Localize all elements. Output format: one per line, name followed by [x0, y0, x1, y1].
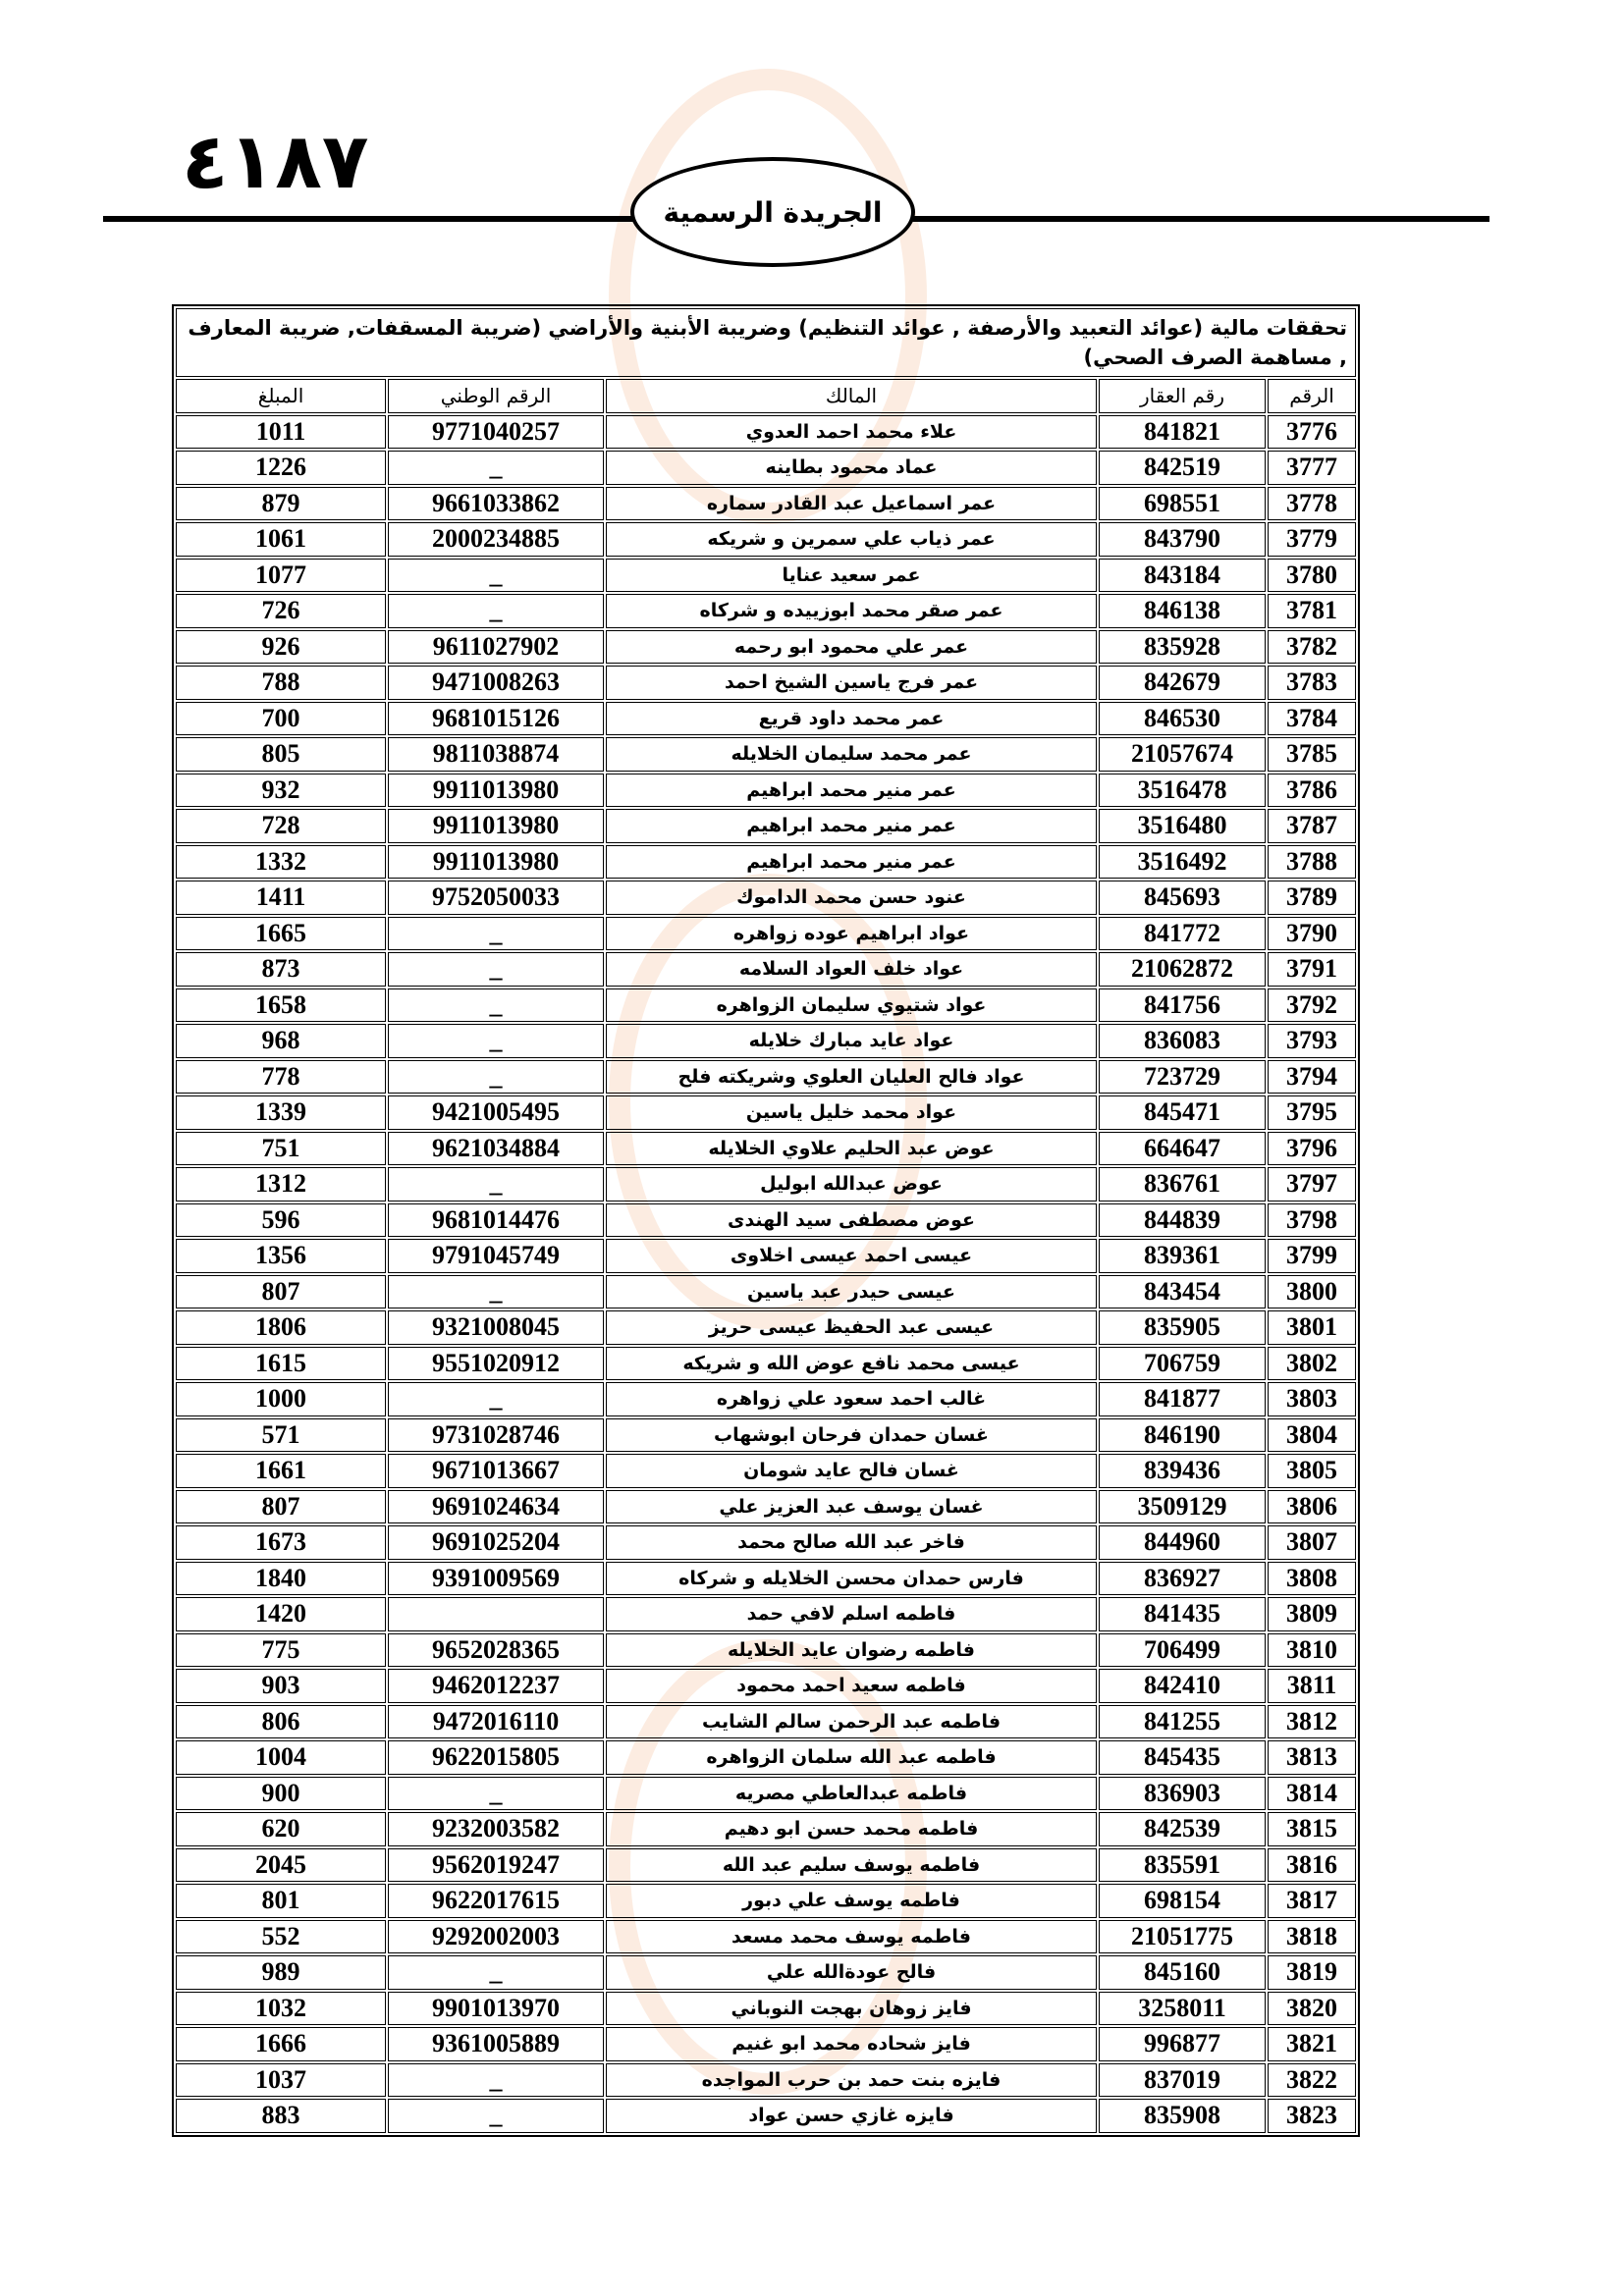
cell-owner: عواد فالح العليان العلوي وشريكته فلح	[606, 1060, 1097, 1095]
cell-row-number: 3784	[1268, 702, 1356, 736]
cell-amount: 1420	[176, 1597, 386, 1631]
cell-national-id: 9391009569	[388, 1562, 604, 1596]
cell-row-number: 3810	[1268, 1633, 1356, 1668]
cell-amount: 807	[176, 1490, 386, 1524]
cell-row-number: 3791	[1268, 952, 1356, 987]
cell-row-number: 3790	[1268, 917, 1356, 951]
cell-national-id: 9622015805	[388, 1740, 604, 1775]
cell-national-id: _	[388, 917, 604, 951]
table-row	[176, 952, 1356, 987]
cell-national-id: _	[388, 988, 604, 1023]
cell-row-number: 3788	[1268, 845, 1356, 880]
cell-property-number: 843184	[1099, 559, 1266, 593]
cell-row-number: 3780	[1268, 559, 1356, 593]
cell-amount: 1061	[176, 522, 386, 557]
cell-national-id: 9911013980	[388, 845, 604, 880]
cell-property-number: 706759	[1099, 1347, 1266, 1381]
cell-owner: عمر محمد داود قريع	[606, 702, 1097, 736]
cell-row-number: 3795	[1268, 1095, 1356, 1130]
cell-property-number: 836761	[1099, 1167, 1266, 1201]
cell-national-id: 9321008045	[388, 1310, 604, 1345]
cell-owner: عمر منير محمد ابراهيم	[606, 774, 1097, 808]
cell-amount: 596	[176, 1203, 386, 1238]
table-row	[176, 1955, 1356, 1990]
cell-national-id: _	[388, 1777, 604, 1811]
cell-row-number: 3811	[1268, 1669, 1356, 1703]
cell-amount: 806	[176, 1705, 386, 1739]
cell-national-id: _	[388, 451, 604, 485]
cell-property-number: 836083	[1099, 1024, 1266, 1058]
cell-property-number: 845160	[1099, 1955, 1266, 1990]
cell-amount: 1011	[176, 415, 386, 450]
table-row	[176, 737, 1356, 772]
cell-amount: 1226	[176, 451, 386, 485]
cell-amount: 989	[176, 1955, 386, 1990]
cell-property-number: 835905	[1099, 1310, 1266, 1345]
cell-property-number: 3509129	[1099, 1490, 1266, 1524]
cell-row-number: 3793	[1268, 1024, 1356, 1058]
cell-owner: عمر منير محمد ابراهيم	[606, 845, 1097, 880]
table-row	[176, 1777, 1356, 1811]
cell-amount: 1032	[176, 1992, 386, 2026]
cell-owner: فاخر عبد الله صالح محمد	[606, 1525, 1097, 1560]
cell-amount: 1339	[176, 1095, 386, 1130]
table-row	[176, 845, 1356, 880]
cell-row-number: 3789	[1268, 881, 1356, 915]
cell-national-id: _	[388, 559, 604, 593]
column-header-owner: المالك	[606, 379, 1097, 413]
cell-property-number: 842410	[1099, 1669, 1266, 1703]
column-header-national-id: الرقم الوطني	[388, 379, 604, 413]
cell-owner: عواد عايد مبارك خلايله	[606, 1024, 1097, 1058]
cell-owner: فاطمه سعيد احمد محمود	[606, 1669, 1097, 1703]
cell-amount: 932	[176, 774, 386, 808]
cell-owner: عوض عبد الحليم علاوي الخلايله	[606, 1132, 1097, 1166]
table-row	[176, 1024, 1356, 1058]
cell-national-id: 9731028746	[388, 1418, 604, 1453]
table-row	[176, 1490, 1356, 1524]
cell-amount: 926	[176, 630, 386, 665]
cell-property-number: 841877	[1099, 1382, 1266, 1416]
cell-owner: عمر اسماعيل عبد القادر سماره	[606, 487, 1097, 521]
cell-national-id: _	[388, 1060, 604, 1095]
cell-national-id: _	[388, 594, 604, 628]
cell-row-number: 3803	[1268, 1382, 1356, 1416]
table-row	[176, 1310, 1356, 1345]
cell-property-number: 841756	[1099, 988, 1266, 1023]
cell-owner: عمر منير محمد ابراهيم	[606, 809, 1097, 843]
cell-national-id: _	[388, 1955, 604, 1990]
table-row	[176, 1525, 1356, 1560]
cell-row-number: 3801	[1268, 1310, 1356, 1345]
cell-property-number: 842519	[1099, 451, 1266, 485]
cell-row-number: 3821	[1268, 2027, 1356, 2061]
cell-owner: فايزه بنت حمد بن حرب المواجده	[606, 2063, 1097, 2098]
cell-national-id: 9752050033	[388, 881, 604, 915]
table-row	[176, 1669, 1356, 1703]
cell-amount: 807	[176, 1275, 386, 1309]
table-row	[176, 666, 1356, 700]
cell-national-id: 9562019247	[388, 1848, 604, 1883]
cell-property-number: 846190	[1099, 1418, 1266, 1453]
cell-property-number: 845435	[1099, 1740, 1266, 1775]
table-row	[176, 1275, 1356, 1309]
cell-property-number: 843790	[1099, 522, 1266, 557]
table-row	[176, 1167, 1356, 1201]
cell-amount: 1673	[176, 1525, 386, 1560]
cell-owner: عمر سعيد عنايا	[606, 559, 1097, 593]
table-row	[176, 1347, 1356, 1381]
cell-amount: 968	[176, 1024, 386, 1058]
cell-national-id: 9681014476	[388, 1203, 604, 1238]
cell-property-number: 706499	[1099, 1633, 1266, 1668]
cell-row-number: 3797	[1268, 1167, 1356, 1201]
cell-national-id: 9232003582	[388, 1812, 604, 1846]
table-row	[176, 2027, 1356, 2061]
cell-property-number: 835908	[1099, 2099, 1266, 2133]
column-headers	[176, 379, 1356, 413]
cell-national-id: 9292002003	[388, 1920, 604, 1954]
cell-property-number: 839361	[1099, 1239, 1266, 1273]
cell-national-id: 9911013980	[388, 809, 604, 843]
cell-amount: 879	[176, 487, 386, 521]
cell-row-number: 3778	[1268, 487, 1356, 521]
cell-row-number: 3814	[1268, 1777, 1356, 1811]
cell-property-number: 839436	[1099, 1454, 1266, 1488]
cell-property-number: 698154	[1099, 1884, 1266, 1918]
cell-amount: 805	[176, 737, 386, 772]
table-row	[176, 809, 1356, 843]
table-row	[176, 917, 1356, 951]
cell-national-id: 9911013980	[388, 774, 604, 808]
table-row	[176, 451, 1356, 485]
table-row	[176, 774, 1356, 808]
cell-property-number: 841435	[1099, 1597, 1266, 1631]
cell-amount: 1356	[176, 1239, 386, 1273]
cell-row-number: 3799	[1268, 1239, 1356, 1273]
cell-owner: فالح عودةالله علي	[606, 1955, 1097, 1990]
cell-row-number: 3783	[1268, 666, 1356, 700]
cell-amount: 801	[176, 1884, 386, 1918]
cell-row-number: 3815	[1268, 1812, 1356, 1846]
cell-row-number: 3812	[1268, 1705, 1356, 1739]
cell-row-number: 3808	[1268, 1562, 1356, 1596]
table-row	[176, 1597, 1356, 1631]
cell-national-id: 9691025204	[388, 1525, 604, 1560]
cell-owner: عمر محمد سليمان الخلايله	[606, 737, 1097, 772]
cell-owner: عنود حسن محمد الداموك	[606, 881, 1097, 915]
cell-row-number: 3792	[1268, 988, 1356, 1023]
cell-property-number: 836903	[1099, 1777, 1266, 1811]
cell-property-number: 841772	[1099, 917, 1266, 951]
table-row	[176, 559, 1356, 593]
cell-property-number: 836927	[1099, 1562, 1266, 1596]
cell-property-number: 846530	[1099, 702, 1266, 736]
table-row	[176, 1454, 1356, 1488]
journal-title: الجريدة الرسمية	[630, 157, 915, 267]
cell-property-number: 835928	[1099, 630, 1266, 665]
cell-row-number: 3813	[1268, 1740, 1356, 1775]
cell-property-number: 845693	[1099, 881, 1266, 915]
cell-owner: عمر فرج ياسين الشيخ احمد	[606, 666, 1097, 700]
financial-claims-table	[172, 304, 1360, 2137]
cell-owner: فاطمه عبد الرحمن سالم الشايب	[606, 1705, 1097, 1739]
cell-national-id: _	[388, 2099, 604, 2133]
cell-property-number: 3258011	[1099, 1992, 1266, 2026]
cell-amount: 1806	[176, 1310, 386, 1345]
cell-owner: علاء محمد احمد العدوي	[606, 415, 1097, 450]
table-row	[176, 1705, 1356, 1739]
table-row	[176, 1382, 1356, 1416]
cell-amount: 1004	[176, 1740, 386, 1775]
cell-national-id: 2000234885	[388, 522, 604, 557]
cell-national-id: 9472016110	[388, 1705, 604, 1739]
cell-amount: 1665	[176, 917, 386, 951]
cell-amount: 873	[176, 952, 386, 987]
cell-amount: 1840	[176, 1562, 386, 1596]
cell-row-number: 3820	[1268, 1992, 1356, 2026]
cell-owner: فايز شحاده محمد ابو غنيم	[606, 2027, 1097, 2061]
cell-owner: عيسى احمد عيسى اخلاوى	[606, 1239, 1097, 1273]
cell-property-number: 21057674	[1099, 737, 1266, 772]
cell-property-number: 996877	[1099, 2027, 1266, 2061]
cell-amount: 788	[176, 666, 386, 700]
cell-row-number: 3819	[1268, 1955, 1356, 1990]
cell-property-number: 698551	[1099, 487, 1266, 521]
cell-amount: 728	[176, 809, 386, 843]
table-row	[176, 1848, 1356, 1883]
cell-amount: 2045	[176, 1848, 386, 1883]
column-header-row-number: الرقم	[1268, 379, 1356, 413]
cell-amount: 1661	[176, 1454, 386, 1488]
cell-row-number: 3798	[1268, 1203, 1356, 1238]
cell-row-number: 3781	[1268, 594, 1356, 628]
cell-national-id: 9622017615	[388, 1884, 604, 1918]
table-row	[176, 1884, 1356, 1918]
cell-national-id: _	[388, 1382, 604, 1416]
cell-row-number: 3822	[1268, 2063, 1356, 2098]
cell-owner: عيسى حيدر عبد ياسين	[606, 1275, 1097, 1309]
cell-owner: فاطمه محمد حسن ابو دهيم	[606, 1812, 1097, 1846]
cell-owner: فايز زوهان بهجت النوباني	[606, 1992, 1097, 2026]
table-row	[176, 1418, 1356, 1453]
cell-amount: 1666	[176, 2027, 386, 2061]
cell-national-id: 9811038874	[388, 737, 604, 772]
cell-row-number: 3804	[1268, 1418, 1356, 1453]
cell-national-id: 9681015126	[388, 702, 604, 736]
cell-amount: 726	[176, 594, 386, 628]
cell-row-number: 3794	[1268, 1060, 1356, 1095]
cell-property-number: 21051775	[1099, 1920, 1266, 1954]
cell-owner: عوض مصطفى سيد الهندى	[606, 1203, 1097, 1238]
table-row	[176, 522, 1356, 557]
cell-owner: عواد خلف العواد السلامه	[606, 952, 1097, 987]
cell-national-id: 9421005495	[388, 1095, 604, 1130]
page-number: ٤١٨٧	[182, 118, 369, 206]
cell-property-number: 3516492	[1099, 845, 1266, 880]
cell-row-number: 3807	[1268, 1525, 1356, 1560]
table-row	[176, 1633, 1356, 1668]
cell-national-id: 9661033862	[388, 487, 604, 521]
cell-amount: 552	[176, 1920, 386, 1954]
cell-national-id: _	[388, 952, 604, 987]
cell-row-number: 3802	[1268, 1347, 1356, 1381]
cell-owner: عيسى محمد نافع عوض الله و شريكه	[606, 1347, 1097, 1381]
cell-row-number: 3776	[1268, 415, 1356, 450]
cell-property-number: 3516478	[1099, 774, 1266, 808]
table-row	[176, 1992, 1356, 2026]
cell-property-number: 664647	[1099, 1132, 1266, 1166]
table-row	[176, 1132, 1356, 1166]
cell-amount: 1037	[176, 2063, 386, 2098]
cell-owner: عواد محمد خليل ياسين	[606, 1095, 1097, 1130]
cell-owner: عوض عبدالله ابوليل	[606, 1167, 1097, 1201]
cell-owner: عيسى عبد الحفيظ عيسى حريز	[606, 1310, 1097, 1345]
cell-row-number: 3782	[1268, 630, 1356, 665]
cell-amount: 1332	[176, 845, 386, 880]
cell-amount: 900	[176, 1777, 386, 1811]
cell-national-id: 9652028365	[388, 1633, 604, 1668]
cell-row-number: 3806	[1268, 1490, 1356, 1524]
cell-row-number: 3786	[1268, 774, 1356, 808]
table-row	[176, 1095, 1356, 1130]
cell-national-id: 9771040257	[388, 415, 604, 450]
table-row	[176, 630, 1356, 665]
cell-property-number: 837019	[1099, 2063, 1266, 2098]
cell-owner: فاطمه يوسف علي دبور	[606, 1884, 1097, 1918]
cell-owner: غسان حمدان فرحان ابوشهاب	[606, 1418, 1097, 1453]
cell-amount: 620	[176, 1812, 386, 1846]
cell-amount: 700	[176, 702, 386, 736]
table-row	[176, 1562, 1356, 1596]
table-row	[176, 1920, 1356, 1954]
cell-owner: عمر علي محمود ابو رحمه	[606, 630, 1097, 665]
cell-owner: عواد شتيوي سليمان الزواهره	[606, 988, 1097, 1023]
cell-amount: 1658	[176, 988, 386, 1023]
cell-owner: عواد ابراهيم عوده زواهره	[606, 917, 1097, 951]
cell-row-number: 3777	[1268, 451, 1356, 485]
table-row	[176, 1060, 1356, 1095]
cell-property-number: 21062872	[1099, 952, 1266, 987]
cell-amount: 1077	[176, 559, 386, 593]
cell-amount: 751	[176, 1132, 386, 1166]
cell-row-number: 3818	[1268, 1920, 1356, 1954]
cell-national-id: 9361005889	[388, 2027, 604, 2061]
cell-owner: عمر صقر محمد ابوزييده و شركاه	[606, 594, 1097, 628]
cell-property-number: 842679	[1099, 666, 1266, 700]
column-header-property-number: رقم العقار	[1099, 379, 1266, 413]
cell-property-number: 3516480	[1099, 809, 1266, 843]
cell-national-id: 9901013970	[388, 1992, 604, 2026]
cell-national-id: 9551020912	[388, 1347, 604, 1381]
cell-national-id: 9791045749	[388, 1239, 604, 1273]
cell-property-number: 843454	[1099, 1275, 1266, 1309]
cell-row-number: 3796	[1268, 1132, 1356, 1166]
cell-row-number: 3800	[1268, 1275, 1356, 1309]
cell-national-id: 9671013667	[388, 1454, 604, 1488]
table-row	[176, 487, 1356, 521]
cell-amount: 1312	[176, 1167, 386, 1201]
table-row	[176, 2063, 1356, 2098]
cell-property-number: 841255	[1099, 1705, 1266, 1739]
cell-owner: فاطمه اسلم لافي حمد	[606, 1597, 1097, 1631]
cell-amount: 1000	[176, 1382, 386, 1416]
cell-row-number: 3785	[1268, 737, 1356, 772]
cell-property-number: 844839	[1099, 1203, 1266, 1238]
table-row	[176, 1203, 1356, 1238]
cell-national-id: 9621034884	[388, 1132, 604, 1166]
cell-national-id	[388, 1597, 604, 1631]
cell-amount: 778	[176, 1060, 386, 1095]
cell-national-id: _	[388, 1275, 604, 1309]
cell-national-id: 9611027902	[388, 630, 604, 665]
cell-row-number: 3809	[1268, 1597, 1356, 1631]
cell-property-number: 841821	[1099, 415, 1266, 450]
table-row	[176, 2099, 1356, 2133]
cell-row-number: 3805	[1268, 1454, 1356, 1488]
cell-owner: فاطمه عبدالعاطي مصريه	[606, 1777, 1097, 1811]
cell-owner: فاطمه عبد الله سلمان الزواهره	[606, 1740, 1097, 1775]
cell-property-number: 845471	[1099, 1095, 1266, 1130]
cell-owner: عمر ذياب علي سمرين و شريكه	[606, 522, 1097, 557]
table-row	[176, 1239, 1356, 1273]
cell-owner: عماد محمود بطاينه	[606, 451, 1097, 485]
table-row	[176, 1812, 1356, 1846]
cell-national-id: _	[388, 2063, 604, 2098]
cell-owner: فاطمه رضوان عايد الخلايله	[606, 1633, 1097, 1668]
cell-amount: 775	[176, 1633, 386, 1668]
table-title: تحققات مالية (عوائد التعبيد والأرصفة , عوائد التنظيم) وضريبة الأبنية والأراضي (ضريبة المسقفات, ضريبة المعارف , مساهمة الصرف الصحي)	[176, 308, 1356, 377]
table-row	[176, 594, 1356, 628]
cell-property-number: 844960	[1099, 1525, 1266, 1560]
cell-owner: فارس حمدان محسن الخلايله و شركاه	[606, 1562, 1097, 1596]
cell-row-number: 3787	[1268, 809, 1356, 843]
cell-amount: 1411	[176, 881, 386, 915]
cell-amount: 883	[176, 2099, 386, 2133]
cell-row-number: 3779	[1268, 522, 1356, 557]
table-row	[176, 988, 1356, 1023]
cell-national-id: _	[388, 1024, 604, 1058]
cell-owner: غسان يوسف عبد العزيز علي	[606, 1490, 1097, 1524]
cell-national-id: _	[388, 1167, 604, 1201]
cell-property-number: 723729	[1099, 1060, 1266, 1095]
cell-row-number: 3816	[1268, 1848, 1356, 1883]
cell-owner: فاطمه يوسف سليم عبد الله	[606, 1848, 1097, 1883]
cell-row-number: 3817	[1268, 1884, 1356, 1918]
cell-property-number: 842539	[1099, 1812, 1266, 1846]
cell-owner: فايزه غازي حسن عواد	[606, 2099, 1097, 2133]
cell-row-number: 3823	[1268, 2099, 1356, 2133]
cell-amount: 1615	[176, 1347, 386, 1381]
cell-owner: غالب احمد سعود علي زواهره	[606, 1382, 1097, 1416]
table-row	[176, 702, 1356, 736]
cell-national-id: 9462012237	[388, 1669, 604, 1703]
cell-owner: فاطمه يوسف محمد مسعد	[606, 1920, 1097, 1954]
cell-property-number: 835591	[1099, 1848, 1266, 1883]
cell-national-id: 9691024634	[388, 1490, 604, 1524]
table-row	[176, 1740, 1356, 1775]
cell-national-id: 9471008263	[388, 666, 604, 700]
cell-property-number: 846138	[1099, 594, 1266, 628]
cell-owner: غسان فالح عايد شومان	[606, 1454, 1097, 1488]
cell-amount: 903	[176, 1669, 386, 1703]
table-row	[176, 415, 1356, 450]
table-row	[176, 881, 1356, 915]
column-header-amount: المبلغ	[176, 379, 386, 413]
cell-amount: 571	[176, 1418, 386, 1453]
